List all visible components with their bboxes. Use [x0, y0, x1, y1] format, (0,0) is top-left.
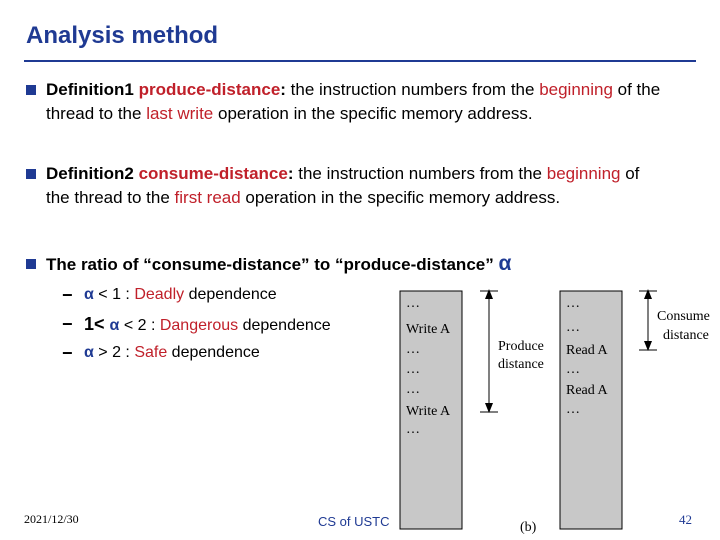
highlight-last-write: last write [146, 104, 214, 123]
subitem-suffix: dependence [167, 344, 260, 361]
term-colon: : [287, 164, 294, 183]
produce-distance-label: distance [498, 357, 544, 372]
subitem-suffix: dependence [184, 286, 277, 303]
square-bullet-icon [26, 169, 36, 179]
bullet-text: the instruction numbers from the [293, 164, 547, 183]
highlight-beginning: beginning [546, 164, 621, 183]
label-safe: Safe [134, 344, 168, 361]
footer-date: 2021/12/30 [24, 512, 79, 526]
bullet-lead: Definition2 [46, 164, 134, 183]
right-col-item: … [566, 320, 580, 335]
bullet-text: The ratio of “consume-distance” to “produce-distance” [46, 255, 499, 274]
bullet-text: the instruction numbers from the [285, 80, 540, 99]
right-col-item: … [566, 296, 580, 311]
left-col-item: … [406, 382, 420, 397]
bullet-definition2 [26, 162, 666, 210]
square-bullet-icon [26, 85, 36, 95]
left-col-item: Write A [406, 322, 451, 337]
left-col-item: Write A [406, 404, 451, 419]
left-col-item: … [406, 342, 420, 357]
subitem-condition: > 2 : [93, 344, 135, 361]
term-produce-distance: produce-distance [138, 80, 281, 99]
dash-bullet-icon: − [62, 285, 73, 305]
bullet-text: operation in the specific memory address. [240, 188, 561, 207]
footer-center: CS of USTC [318, 514, 390, 529]
bullet-text: of the thread to the [46, 164, 640, 207]
alpha-symbol: α [498, 252, 512, 275]
consume-distance-label: distance [663, 328, 709, 343]
left-col-item: … [406, 422, 420, 437]
bullet-ratio [26, 252, 706, 277]
term-colon: : [280, 80, 286, 99]
alpha-symbol: α [84, 344, 94, 361]
right-col-item: Read A [566, 343, 608, 358]
subitem-prefix: 1< [84, 314, 110, 334]
square-bullet-icon [26, 259, 36, 269]
left-col-item: … [406, 296, 420, 311]
alpha-symbol: α [84, 286, 94, 303]
bullet-lead: Definition1 [46, 80, 134, 99]
right-col-item: … [566, 362, 580, 377]
slide-title: Analysis method [26, 22, 219, 49]
subitem-condition: < 1 : [93, 286, 135, 303]
bullet-text: of the thread to the [46, 80, 661, 123]
subitem-dangerous [62, 313, 331, 337]
highlight-first-read: first read [174, 188, 241, 207]
subitem-safe [62, 342, 260, 364]
bullet-definition1 [26, 78, 666, 126]
label-deadly: Deadly [134, 286, 185, 303]
alpha-symbol: α [109, 317, 120, 334]
consume-distance-label: Consume [657, 309, 710, 324]
page-number: 42 [679, 512, 692, 527]
term-consume-distance: consume-distance [138, 164, 288, 183]
diagram-caption: (b) [520, 520, 537, 535]
bullet-text: operation in the specific memory address. [213, 104, 533, 123]
right-col-item: … [566, 402, 580, 417]
label-dangerous: Dangerous [159, 317, 239, 334]
dash-bullet-icon: − [62, 314, 73, 334]
produce-distance-label: Produce [498, 339, 544, 354]
subitem-suffix: dependence [238, 317, 331, 334]
subitem-condition: < 2 : [119, 317, 160, 334]
title-divider [24, 60, 696, 62]
subitem-deadly [62, 284, 277, 306]
dash-bullet-icon: − [62, 343, 73, 363]
left-col-item: … [406, 362, 420, 377]
right-col-item: Read A [566, 383, 608, 398]
distance-diagram [392, 283, 720, 538]
highlight-beginning: beginning [539, 80, 613, 99]
